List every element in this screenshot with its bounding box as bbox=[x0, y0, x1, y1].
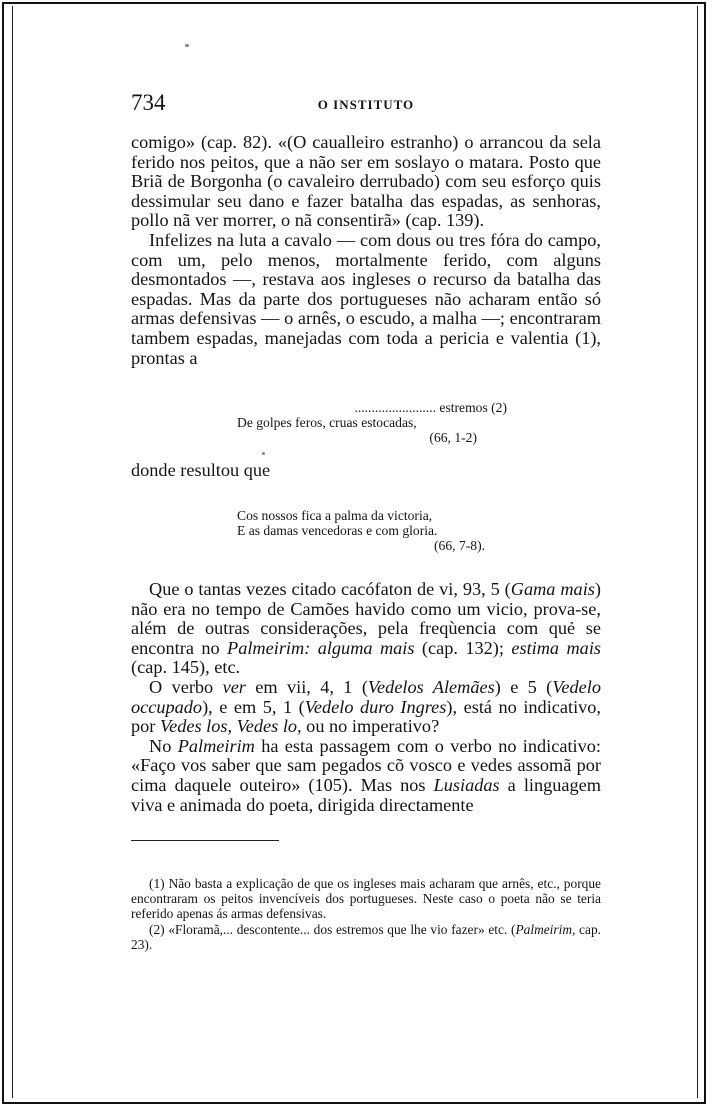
ink-speck bbox=[185, 44, 189, 47]
footnotes bbox=[131, 876, 601, 952]
paragraph: No Palmeirim ha esta passagem com o verbo no indicativo: «Faço vos saber que sam pegados cõ vosco e vedes assomã por cima daquele outeiro» (105). Mas nos Lusiadas a linguagem viva e animada do poeta, dirigida directamente bbox=[131, 735, 601, 815]
page-header bbox=[131, 90, 601, 120]
paragraph: comigo» (cap. 82). «(O caualleiro estranho) o arrancou da sela ferido nos peitos, que a não ser em soslayo o matara. Posto que Briã de Borgonha (o cavaleiro derrubado) com seu esforço quis dessimular seu dano e fazer batalha das espadas, as senhoras, pollo nã ver morrer, o nã consentirã» (cap. 139). bbox=[131, 132, 601, 231]
connector-text: donde resultou que bbox=[131, 460, 271, 480]
body-text-top bbox=[131, 133, 601, 368]
body-text-bottom bbox=[131, 580, 601, 815]
footnote-separator bbox=[131, 840, 279, 841]
running-title: O INSTITUTO bbox=[317, 97, 415, 112]
verse-reference: (66, 1-2) bbox=[429, 430, 477, 445]
verse-quote bbox=[237, 400, 507, 445]
footnote: (1) Não basta a explicação de que os ingleses mais acharam que arnês, etc., porque encontraram os peitos invencíveis dos portugueses. Neste caso o poeta não se teria referido apenas ás armas defensivas. bbox=[131, 876, 601, 922]
ink-speck bbox=[262, 452, 265, 455]
paragraph: O verbo ver em vii, 4, 1 (Vedelos Alemães) e 5 (Vedelo occupado), e em 5, 1 (Vedelo duro Ingres), está no indicativo, por Vedes los, Vedes lo, ou no imperativo? bbox=[131, 676, 602, 737]
verse-line: Cos nossos fica a palma da victoria, bbox=[237, 508, 433, 523]
page-number: 734 bbox=[131, 90, 166, 115]
paragraph: Que o tantas vezes citado cacófaton de vi, 93, 5 (Gama mais) não era no tempo de Camões havido como um vicio, prova-se, além de outras considerações, pela freqùencia com quẻ se encontra no Palmeirim: alguma mais (cap. 132); estima mais (cap. 145), etc. bbox=[131, 579, 602, 678]
verse-line: ........................ estremos (2) bbox=[354, 400, 507, 415]
verse-line: E as damas vencedoras e com gloria. bbox=[237, 523, 438, 538]
verse-line: De golpes feros, cruas estocadas, bbox=[237, 415, 417, 430]
paragraph: Infelizes na luta a cavalo — com dous ou tres fóra do campo, com um, pelo menos, mortalmente ferido, com alguns desmontados —, restava aos ingleses o recurso da batalha das espadas. Mas da parte dos portugueses não acharam então só armas defensivas — o arnês, o escudo, a malha —; encontraram tambem espadas, manejadas com toda a pericia e valentia (1), prontas a bbox=[131, 229, 601, 368]
verse-quote bbox=[237, 508, 507, 553]
verse-reference: (66, 7-8). bbox=[434, 538, 485, 553]
footnote: (2) «Floramã,... descontente... dos estremos que lhe vio fazer» etc. (Palmeirim, cap. 23). bbox=[131, 921, 601, 952]
